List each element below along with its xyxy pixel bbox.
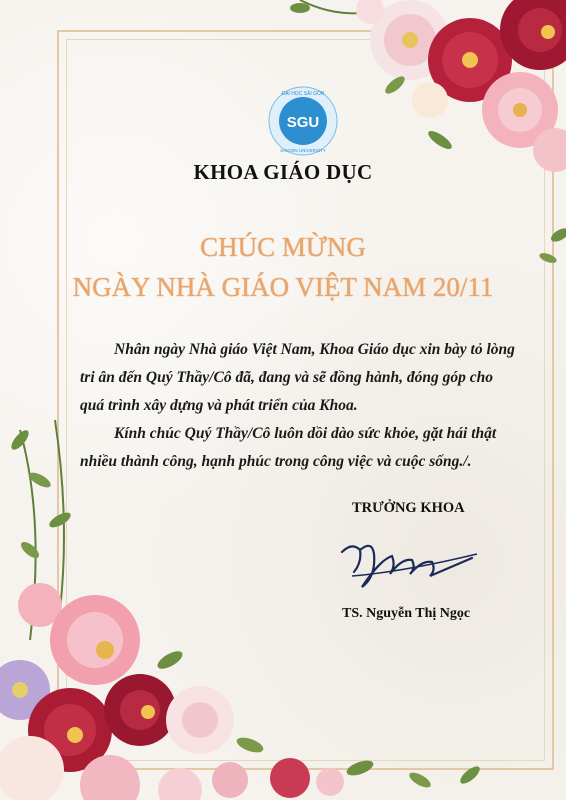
logo-ring-top: ĐẠI HỌC SÀI GÒN [281,91,325,97]
logo-text: SGU [286,114,320,131]
para1-line1: Nhân ngày Nhà giáo Việt Nam, Khoa Giáo dục xin bày tỏ lòng [114,341,515,358]
sgu-logo [268,86,338,156]
para2-line2: nhiều thành công, hạnh phúc trong công việc và cuộc sống./. [80,453,472,470]
para2-line1: Kính chúc Quý Thầy/Cô luôn dồi dào sức khỏe, gặt hái thật [114,425,497,442]
message-body [80,336,532,476]
logo-ring-bottom: SAIGON UNIVERSITY [280,148,326,153]
department-name: KHOA GIÁO DỤC [193,160,373,184]
para1-line3: quá trình xây dựng và phát triển của Khoa. [80,397,358,414]
signer-name: TS. Nguyễn Thị Ngọc [342,606,471,621]
signer-role: TRƯỞNG KHOA [352,500,465,516]
signature-icon [332,532,482,592]
title-line-1: CHÚC MỪNG [200,232,366,262]
title-line-2: NGÀY NHÀ GIÁO VIỆT NAM 20/11 [72,272,494,302]
para1-line2: tri ân đến Quý Thầy/Cô đã, đang và sẽ đồng hành, đóng góp cho [80,369,493,386]
